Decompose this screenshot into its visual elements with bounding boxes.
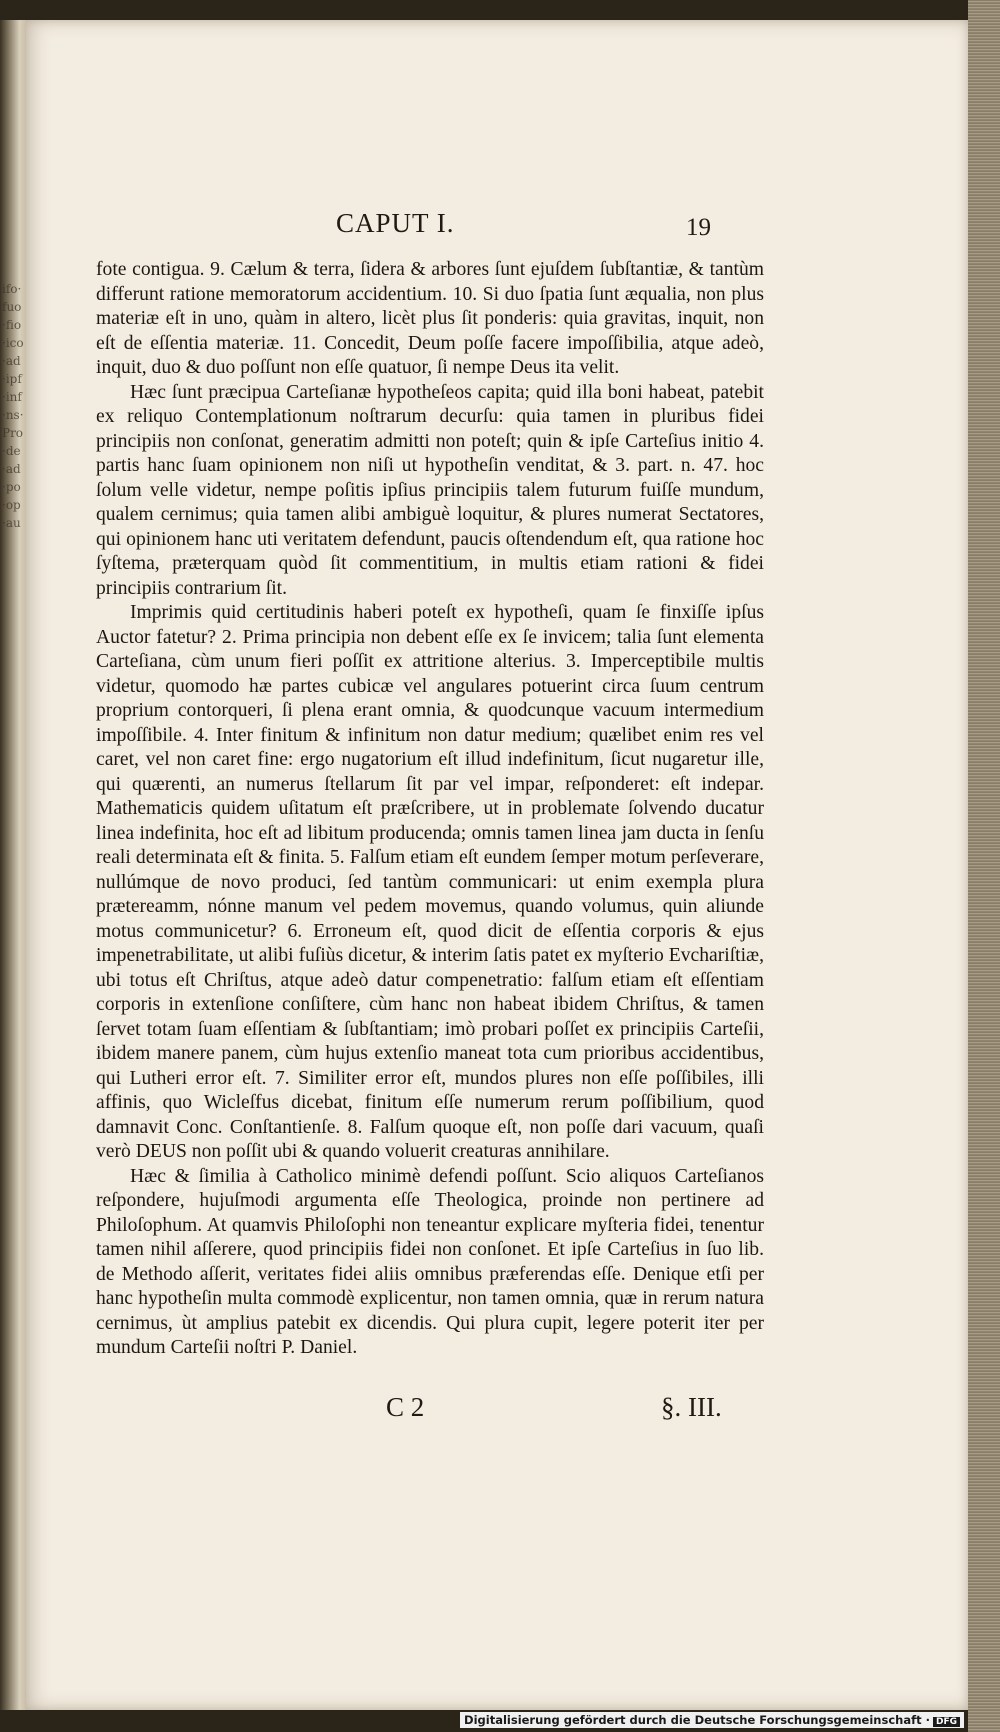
paragraph-3: Imprimis quid certitudinis haberi poteſt ex hypotheſi, quam ſe finxiſſe ipſus Auctor fatetur? 2. Prima principia non debent eſſe ex ſe invicem; talia ſunt elementa Carteſiana, cùm unum fieri poſſit ex attritione alterius. 3. Imperceptibile multis videtur, quomodo hæ partes cubicæ vel angulares potuerint circa ſuum centrum proprium contorqueri, ſi plena erant omnia, & quodcunque vacuum intermedium impoſſibile. 4. Inter finitum & infinitum non datur medium; quælibet enim res vel caret, vel non caret fine: ergo nugatorium eſt illud indefinitum, ſicut nugaretur ille, qui quærenti, an numerus ſtellarum ſit par vel impar, reſponderet: eſt indepar. Mathematicis quidem uſitatum eſt præſcribere, ut in problemate ſolvendo ducatur linea indefinita, hoc eſt ad libitum producenda; omnis tamen linea jam ducta in ſenſu reali determinata eſt & finita. 5. Falſum etiam eſt eundem ſemper motum perſeverare, nullúmque de novo produci, ſed tantùm communicari: ut enim exempla plura prætereamm, nónne manum vel pedem movemus, quando volumus, quin aliunde motus communicetur? 6. Erroneum eſt, quod dicit de eſſentia corporis & ejus impenetrabilitate, ut alibi fuſiùs dicetur, & interim ſatis patet ex myſterio Evchariſtiæ, ubi totus eſt Chriſtus, atque adeò datur compenetratio: falſum etiam eſt eſſentiam corporis in extenſione conſiſtere, cùm hanc non habeat ibidem Chriſtus, & tamen ſervet totam ſuam eſſentiam & ſubſtantiam; imò probari poſſet ex principiis Carteſii, ibidem manere panem, cùm hujus extenſio maneat tota cum prioribus accidentibus, qui Lutheri error eſt. 7. Similiter error eſt, mundos plures non eſſe poſſibiles, illi affinis, quo Wicleſfus dicebat, finitum eſſe numerum rerum poſſibilium, quod damnavit Conc. Conſtantienſe. 8. Falſum quoque eſt, non poſſe dari vacuum, quaſi verò DEUS non poſſit ubi & quando voluerit creaturas annihilare. xyxy=(96,602,764,1162)
running-header xyxy=(26,208,968,248)
paragraph-1: fote contigua. 9. Cælum & terra, ſidera & arbores ſunt ejuſdem ſubſtantiæ, & tantùm differunt ratione memoratorum accidentium. 10. Si duo ſpatia ſunt æqualia, non plus materiæ eſt in uno, quàm in altero, licèt plus ſit ponderis: quia gravitas, inquit, non eſt de eſſentia materiæ. 11. Concedit, Deum poſſe facere impoſſibilia, atque adeò, inquit, duo & duo poſſunt non eſſe quatuor, ſi nempe Deus ita velit. xyxy=(96,259,764,378)
page-number: 19 xyxy=(686,214,711,241)
credit-text: Digitalisierung gefördert durch die Deutsche Forschungsgemeinschaft · xyxy=(464,1713,930,1727)
chapter-heading: CAPUT I. xyxy=(336,208,455,238)
paragraph-4: Hæc & ſimilia à Catholico minimè defendi poſſunt. Scio aliquos Carteſianos reſpondere, hujuſmodi argumenta eſſe Theologica, proinde non pertinere ad Philoſophum. At quamvis Philoſophi non teneantur explicare myſteria fidei, tenentur tamen nihil aſſerere, quod principiis fidei non conſonet. Et ipſe Carteſius in ſuo lib. de Methodo aſſerit, veritates fidei aliis omnibus præferendas eſſe. Denique etſi per hanc hypotheſin multa commodè explicentur, non tamen omnia, quæ in rerum natura cernimus, ùt amplius patebit ex dicendis. Qui plura cupit, legere poterit iter per mundum Carteſii noſtri P. Daniel. xyxy=(96,1165,764,1358)
facing-page-edge-text: ifo·fuo·fio·ico·ad·ipf·inf·ns·Pro·de·ad·po·op·au xyxy=(2,282,24,530)
dfg-logo-icon: DFG xyxy=(933,1717,960,1727)
signature-mark: C 2 xyxy=(386,1392,425,1422)
left-page-stack xyxy=(0,20,26,1710)
right-page-stack xyxy=(968,0,1000,1732)
book-page xyxy=(26,20,968,1710)
page-footer xyxy=(26,1392,968,1432)
digitization-credit xyxy=(460,1712,964,1728)
main-text xyxy=(96,258,764,1361)
paragraph-2: Hæc ſunt præcipua Carteſianæ hypotheſeos capita; quid illa boni habeat, patebit ex reliquo Contemplationum noſtrarum decurſu: quia tamen in pluribus fidei principiis non conſonat, generatim admitti non poteſt; quin & ipſe Carteſius initio 4. partis hanc ſuam opinionem non niſi ut hypotheſin venditat, & 3. part. n. 47. hoc ſolum velle videtur, nempe poſitis ipſius principiis talem futurum fuiſſe mundum, qualem cernimus; quia tamen alibi ambiguè loquitur, & plures numerat Sectatores, qui opinionem hanc uti veritatem defendunt, paucis oſtendendum eſt, qua ratione hoc ſyſtema, præterquam quòd ſit commentitium, in multis etiam rationi & fidei principiis contrarium ſit. xyxy=(96,381,764,599)
catchword: §. III. xyxy=(661,1392,722,1422)
